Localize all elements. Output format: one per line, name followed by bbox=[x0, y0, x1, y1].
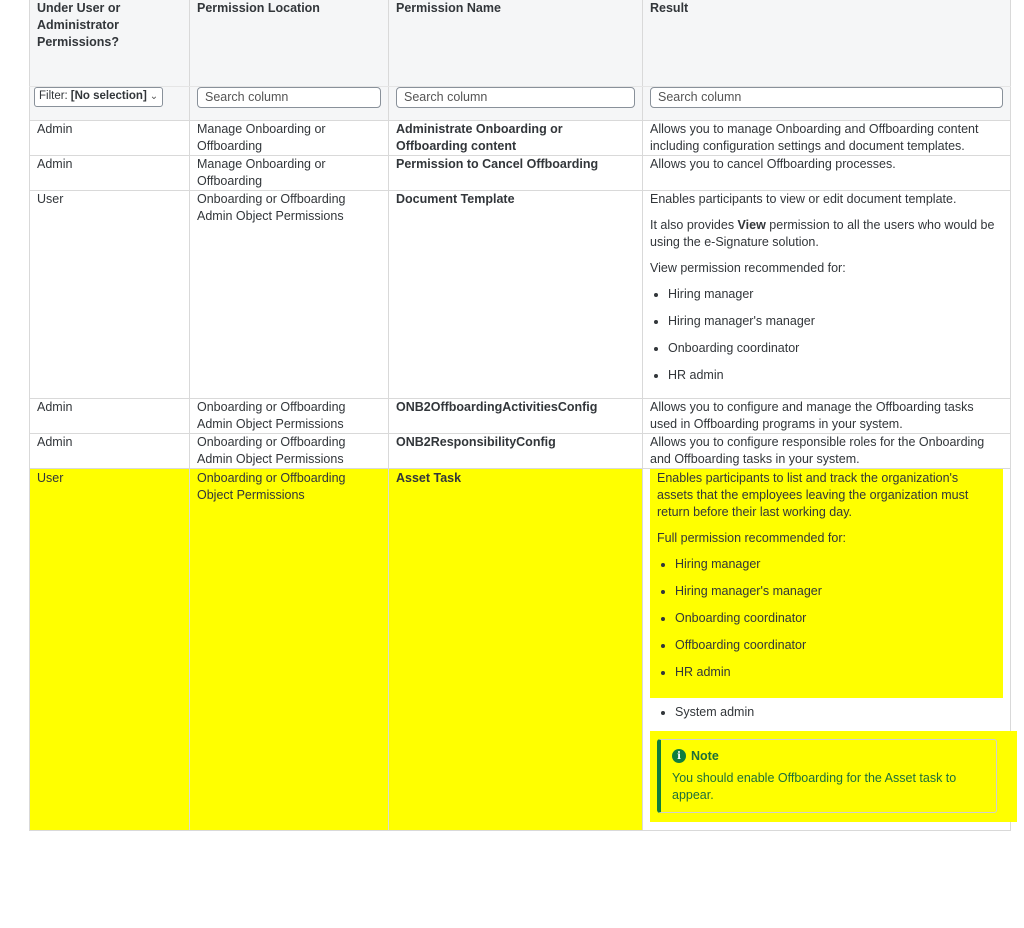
search-cell-name bbox=[389, 86, 643, 120]
chevron-down-icon: ⌄ bbox=[149, 91, 159, 102]
table-row bbox=[30, 398, 1011, 433]
text-span: It also provides bbox=[650, 217, 738, 232]
list-item: • Offboarding coordinator bbox=[675, 637, 996, 654]
table-row bbox=[30, 120, 1011, 155]
result-paragraph: Enables participants to list and track the organization's assets that the employees leaving the organization must return before their last working day. bbox=[657, 470, 969, 519]
cell-permission-name: ONB2OffboardingActivitiesConfig bbox=[389, 398, 643, 433]
cell-result: Allows you to configure responsible roles for the Onboarding and Offboarding tasks in your system. bbox=[643, 433, 1011, 468]
list-item: • Hiring manager bbox=[668, 286, 1003, 303]
highlight-block bbox=[389, 469, 642, 699]
table-row bbox=[30, 433, 1011, 468]
result-paragraph: View permission recommended for: bbox=[650, 260, 846, 275]
search-input-result[interactable] bbox=[650, 87, 1003, 108]
header-user-or-admin[interactable]: Under User or Administrator Permissions? bbox=[30, 0, 190, 86]
header-permission-location[interactable]: Permission Location bbox=[190, 0, 389, 86]
search-input-location[interactable] bbox=[197, 87, 381, 108]
permissions-table bbox=[29, 0, 1011, 831]
list-item: • Onboarding coordinator bbox=[675, 610, 996, 627]
role-list bbox=[650, 286, 1003, 384]
cell-result: Allows you to configure and manage the Offboarding tasks used in Offboarding programs in your system. bbox=[643, 398, 1011, 433]
result-continued bbox=[650, 698, 1003, 830]
role-list bbox=[657, 704, 996, 721]
cell-permission-name: Permission to Cancel Offboarding bbox=[389, 155, 643, 190]
cell-location bbox=[190, 468, 389, 830]
highlight-block bbox=[190, 469, 388, 699]
bold-text: View bbox=[737, 217, 766, 232]
highlight-block bbox=[650, 469, 1003, 698]
cell-type: Admin bbox=[30, 155, 190, 190]
cell-permission-name: ONB2ResponsibilityConfig bbox=[389, 433, 643, 468]
cell-location: Onboarding or Offboarding Admin Object Permissions bbox=[190, 433, 389, 468]
list-item: • System admin bbox=[675, 704, 996, 721]
search-cell-result bbox=[643, 86, 1011, 120]
result-paragraph bbox=[650, 217, 1003, 251]
cell-permission-name-text: Asset Task bbox=[396, 470, 462, 485]
filter-dropdown[interactable] bbox=[34, 87, 163, 107]
filter-row bbox=[30, 86, 1011, 120]
cell-location: Manage Onboarding or Offboarding bbox=[190, 120, 389, 155]
table-row bbox=[30, 190, 1011, 398]
result-paragraph: Full permission recommended for: bbox=[657, 530, 846, 545]
cell-type-text: User bbox=[37, 470, 64, 485]
cell-result bbox=[643, 190, 1011, 398]
result-paragraph: Enables participants to view or edit document template. bbox=[650, 191, 957, 206]
cell-location-text: Onboarding or Offboarding Object Permissions bbox=[197, 470, 346, 502]
header-result[interactable]: Result bbox=[643, 0, 1011, 86]
note-title bbox=[672, 748, 986, 765]
cell-result bbox=[643, 468, 1011, 830]
note-highlight bbox=[650, 731, 1017, 822]
role-list bbox=[657, 556, 996, 681]
search-cell-location bbox=[190, 86, 389, 120]
list-item: • HR admin bbox=[675, 664, 996, 681]
cell-permission-name: Document Template bbox=[389, 190, 643, 398]
filter-value: [No selection] bbox=[70, 90, 147, 102]
header-permission-name[interactable]: Permission Name bbox=[389, 0, 643, 86]
cell-result: Allows you to manage Onboarding and Offboarding content including configuration settings and document templates. bbox=[643, 120, 1011, 155]
search-input-name[interactable] bbox=[396, 87, 635, 108]
highlight-block bbox=[30, 469, 189, 699]
note-title-text: Note bbox=[691, 748, 719, 763]
list-item: • Hiring manager bbox=[675, 556, 996, 573]
filter-cell bbox=[30, 86, 190, 120]
cell-location: Manage Onboarding or Offboarding bbox=[190, 155, 389, 190]
text-span: permission to all the users who would be using the e-Signature solution. bbox=[650, 217, 995, 249]
cell-type: Admin bbox=[30, 398, 190, 433]
cell-type bbox=[30, 468, 190, 830]
table-row-highlighted bbox=[30, 468, 1011, 830]
list-item: • Hiring manager's manager bbox=[675, 583, 996, 600]
cell-type: Admin bbox=[30, 120, 190, 155]
cell-location: Onboarding or Offboarding Admin Object Permissions bbox=[190, 398, 389, 433]
table-row bbox=[30, 155, 1011, 190]
cell-location: Onboarding or Offboarding Admin Object Permissions bbox=[190, 190, 389, 398]
cell-type: User bbox=[30, 190, 190, 398]
list-item: • Hiring manager's manager bbox=[668, 313, 1003, 330]
list-item: • Onboarding coordinator bbox=[668, 340, 1003, 357]
list-item: • HR admin bbox=[668, 367, 1003, 384]
cell-permission-name bbox=[389, 468, 643, 830]
cell-permission-name: Administrate Onboarding or Offboarding content bbox=[389, 120, 643, 155]
note-box bbox=[657, 739, 997, 813]
info-icon: i bbox=[672, 749, 686, 763]
note-text: You should enable Offboarding for the Asset task to appear. bbox=[672, 770, 957, 802]
header-row bbox=[30, 0, 1011, 86]
cell-result: Allows you to cancel Offboarding processes. bbox=[643, 155, 1011, 190]
cell-type: Admin bbox=[30, 433, 190, 468]
filter-prefix: Filter: bbox=[39, 90, 68, 102]
